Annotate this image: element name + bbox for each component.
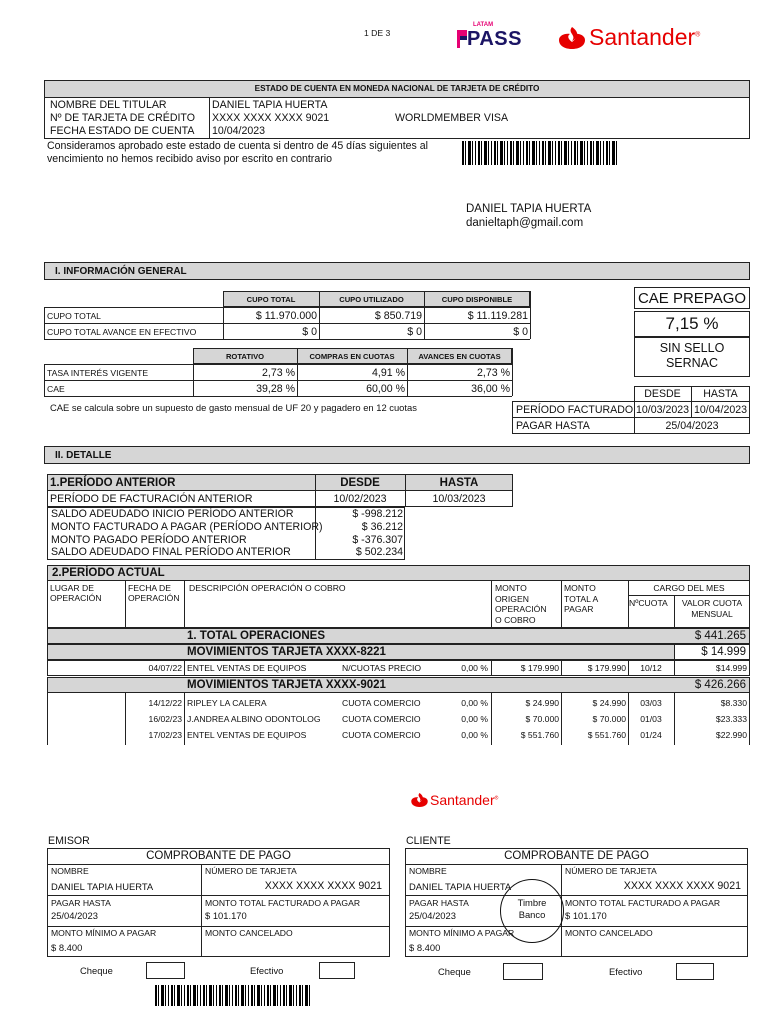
pagar-label: PAGAR HASTA <box>516 419 590 432</box>
movement-cuota: 01/03 <box>640 714 662 724</box>
movement-type: N/CUOTAS PRECIO <box>342 663 422 673</box>
fact-anterior-desde: 10/02/2023 <box>333 492 387 505</box>
col-descripcion: DESCRIPCIÓN OPERACIÓN O COBRO <box>189 583 346 593</box>
col-cargo-mes: CARGO DEL MES <box>653 583 725 593</box>
santander-flame-icon <box>410 792 429 808</box>
movement-rate: 0,00 % <box>461 730 488 740</box>
summary-value: $ 502.234 <box>355 546 403 559</box>
emisor-efectivo-box[interactable] <box>319 962 355 979</box>
cupo-header-disponible: CUPO DISPONIBLE <box>441 294 513 304</box>
rate-header-compras: COMPRAS EN CUOTAS <box>309 351 395 361</box>
periodo-desde: 10/03/2023 <box>635 403 690 416</box>
movement-valor: $14.999 <box>715 663 747 673</box>
cupo-row-label: CUPO TOTAL <box>47 310 101 321</box>
date-value: 10/04/2023 <box>212 125 266 137</box>
timbre-line1: Timbre <box>517 897 547 908</box>
movement-rate: 0,00 % <box>461 714 488 724</box>
cliente-minimo-label: MONTO MÍNIMO A PAGAR <box>409 928 515 938</box>
group-total: $ 426.266 <box>694 679 746 691</box>
emisor-tarjeta-label: NÚMERO DE TARJETA <box>205 866 297 876</box>
tasa-rotativo: 2,73 % <box>262 366 295 379</box>
movement-date: 16/02/23 <box>148 714 182 724</box>
col-monto-total: MONTO TOTAL A PAGAR <box>564 583 598 614</box>
anterior-title: 1.PERÍODO ANTERIOR <box>50 476 176 489</box>
movement-origen: $ 179.990 <box>520 663 559 673</box>
col-monto-origen: MONTO ORIGEN OPERACIÓN O COBRO <box>495 583 547 625</box>
cae-prepago-value: 7,15 % <box>665 314 719 333</box>
periodo-hasta: 10/04/2023 <box>693 403 748 416</box>
card-type: WORLDMEMBER VISA <box>395 112 509 124</box>
summary-value: $ -376.307 <box>352 533 403 546</box>
cae-avances: 36,00 % <box>471 382 510 395</box>
movement-date: 17/02/23 <box>148 730 182 740</box>
date-label: FECHA ESTADO DE CUENTA <box>50 125 195 137</box>
anterior-hasta-header: HASTA <box>439 476 479 489</box>
movement-cuota: 03/03 <box>640 698 662 708</box>
group-total: $ 14.999 <box>701 646 746 658</box>
movement-valor: $23.333 <box>715 714 747 724</box>
emisor-voucher-title: COMPROBANTE DE PAGO <box>146 850 291 862</box>
emisor-minimo-value: $ 8.400 <box>51 942 83 953</box>
movement-date: 14/12/22 <box>148 698 182 708</box>
group-title: MOVIMIENTOS TARJETA XXXX-8221 <box>187 646 386 658</box>
cupo-total-value: $ 11.970.000 <box>255 309 317 322</box>
emisor-label: EMISOR <box>48 835 90 847</box>
rate-header-rotativo: ROTATIVO <box>225 351 265 361</box>
movement-valor: $22.990 <box>715 730 747 740</box>
movement-type: CUOTA COMERCIO <box>342 698 421 708</box>
santander-logo-small: Santander® <box>410 790 510 812</box>
cliente-monto-value: $ 101.170 <box>565 910 607 921</box>
avance-row-label: CUPO TOTAL AVANCE EN EFECTIVO <box>47 326 197 337</box>
cae-prepago-label: CAE PREPAGO <box>637 289 747 307</box>
movement-total: $ 70.000 <box>592 714 626 724</box>
avance-total-value: $ 0 <box>302 325 317 338</box>
pagar-value: 25/04/2023 <box>635 418 749 433</box>
movement-desc: ENTEL VENTAS DE EQUIPOS <box>187 730 307 740</box>
cae-compras: 60,00 % <box>366 382 405 395</box>
movement-cuota: 10/12 <box>640 663 662 673</box>
holder-label: NOMBRE DEL TITULAR <box>50 99 167 111</box>
approval-note-line1: Consideramos aprobado este estado de cuenta si dentro de 45 días siguientes al <box>47 140 429 152</box>
fact-anterior-hasta: 10/03/2023 <box>432 492 486 505</box>
cliente-label: CLIENTE <box>406 835 451 847</box>
emisor-monto-value: $ 101.170 <box>205 910 247 921</box>
total-operaciones-value: $ 441.265 <box>694 630 746 642</box>
movement-origen: $ 70.000 <box>525 714 559 724</box>
col-lugar: LUGAR DE OPERACIÓN <box>50 583 102 603</box>
summary-label: MONTO PAGADO PERÍODO ANTERIOR <box>51 533 247 546</box>
addressee-name: DANIEL TAPIA HUERTA <box>466 203 592 215</box>
cliente-efectivo-label: Efectivo <box>609 966 643 977</box>
emisor-efectivo-label: Efectivo <box>250 965 284 976</box>
sello-line1: SIN SELLO <box>659 341 725 355</box>
movement-date: 04/07/22 <box>148 663 182 673</box>
movement-total: $ 24.990 <box>592 698 626 708</box>
movement-type: CUOTA COMERCIO <box>342 730 421 740</box>
cliente-nombre-value: DANIEL TAPIA HUERTA <box>409 881 512 892</box>
section-general-title: I. INFORMACIÓN GENERAL <box>44 262 750 280</box>
cupo-header-total: CUPO TOTAL <box>246 294 296 304</box>
group-header <box>47 644 750 660</box>
cliente-nombre-label: NOMBRE <box>409 866 447 876</box>
cae-note: CAE se calcula sobre un supuesto de gasto mensual de UF 20 y pagadero en 12 cuotas <box>50 402 417 413</box>
periodo-label: PERÍODO FACTURADO <box>516 403 634 416</box>
summary-label: SALDO ADEUDADO FINAL PERÍODO ANTERIOR <box>51 546 291 559</box>
emisor-minimo-label: MONTO MÍNIMO A PAGAR <box>51 928 157 938</box>
period-desde-header: DESDE <box>644 388 681 400</box>
movement-origen: $ 24.990 <box>525 698 559 708</box>
barcode-icon <box>462 141 617 165</box>
approval-note-line2: vencimiento no hemos recibido aviso por escrito en contrario <box>47 153 332 165</box>
col-fecha: FECHA DE OPERACIÓN <box>128 583 180 603</box>
emisor-nombre-label: NOMBRE <box>51 866 89 876</box>
summary-value: $ -998.212 <box>352 508 403 520</box>
cliente-tarjeta-label: NÚMERO DE TARJETA <box>565 866 657 876</box>
cliente-cancelado-label: MONTO CANCELADO <box>565 928 653 938</box>
total-operaciones-label: 1. TOTAL OPERACIONES <box>187 630 326 642</box>
barcode-icon <box>155 985 310 1006</box>
emisor-nombre-value: DANIEL TAPIA HUERTA <box>51 881 154 892</box>
emisor-cheque-box[interactable] <box>146 962 185 979</box>
emisor-tarjeta-value: XXXX XXXX XXXX 9021 <box>264 880 382 892</box>
tasa-row-label: TASA INTERÉS VIGENTE <box>47 367 149 378</box>
statement-title: ESTADO DE CUENTA EN MONEDA NACIONAL DE TARJETA DE CRÉDITO <box>44 80 750 98</box>
cliente-pagar-label: PAGAR HASTA <box>409 898 469 908</box>
avance-utilizado-value: $ 0 <box>407 325 422 338</box>
cliente-monto-label: MONTO TOTAL FACTURADO A PAGAR <box>565 898 721 908</box>
emisor-cheque-label: Cheque <box>80 965 113 976</box>
cupo-utilizado-value: $ 850.719 <box>374 309 422 322</box>
cliente-tarjeta-value: XXXX XXXX XXXX 9021 <box>623 880 741 892</box>
sello-line2: SERNAC <box>665 356 719 370</box>
addressee-email: danieltaph@gmail.com <box>466 217 584 229</box>
col-valor-cuota: VALOR CUOTA MENSUAL <box>681 598 743 619</box>
actual-title: 2.PERÍODO ACTUAL <box>52 567 165 579</box>
avance-disponible-value: $ 0 <box>513 325 528 338</box>
holder-value: DANIEL TAPIA HUERTA <box>212 99 328 111</box>
cliente-pagar-value: 25/04/2023 <box>409 910 456 921</box>
cupo-disponible-value: $ 11.119.281 <box>467 309 528 322</box>
santander-flame-icon <box>557 26 587 50</box>
cae-row-label: CAE <box>47 383 65 394</box>
cliente-voucher-title: COMPROBANTE DE PAGO <box>504 850 649 862</box>
movement-desc: ENTEL VENTAS DE EQUIPOS <box>187 663 307 673</box>
movement-desc: J.ANDREA ALBINO ODONTOLOG <box>187 714 321 724</box>
emisor-cancelado-label: MONTO CANCELADO <box>205 928 293 938</box>
movement-rate: 0,00 % <box>461 663 488 673</box>
cupo-header-utilizado: CUPO UTILIZADO <box>339 294 404 304</box>
movement-valor: $8.330 <box>720 698 747 708</box>
period-hasta-header: HASTA <box>703 388 738 400</box>
summary-label: SALDO ADEUDADO INICIO PERÍODO ANTERIOR <box>51 508 294 520</box>
summary-label: MONTO FACTURADO A PAGAR (PERÍODO ANTERIOR) <box>51 520 323 533</box>
summary-value: $ 36.212 <box>361 520 403 533</box>
timbre-line2: Banco <box>518 909 546 920</box>
cae-rotativo: 39,28 % <box>256 382 295 395</box>
movement-origen: $ 551.760 <box>520 730 559 740</box>
emisor-pagar-value: 25/04/2023 <box>51 910 98 921</box>
card-value: XXXX XXXX XXXX 9021 <box>212 112 330 124</box>
section-detalle-title: II. DETALLE <box>44 446 750 464</box>
movement-rate: 0,00 % <box>461 698 488 708</box>
santander-logo: Santander® <box>557 24 717 54</box>
page-number: 1 DE 3 <box>364 28 391 38</box>
card-label: Nº DE TARJETA DE CRÉDITO <box>50 112 195 124</box>
movement-total: $ 551.760 <box>587 730 626 740</box>
movement-cuota: 01/24 <box>640 730 662 740</box>
cliente-cheque-box[interactable] <box>503 963 543 980</box>
cliente-efectivo-box[interactable] <box>676 963 714 980</box>
col-ncuota: NºCUOTA <box>629 598 668 608</box>
movement-type: CUOTA COMERCIO <box>342 714 421 724</box>
fact-anterior-label: PERÍODO DE FACTURACIÓN ANTERIOR <box>50 492 253 505</box>
movement-desc: RIPLEY LA CALERA <box>187 698 267 708</box>
tasa-compras: 4,91 % <box>372 366 405 379</box>
latam-pass-logo: LATAM PASS <box>455 22 533 54</box>
rate-header-avances: AVANCES EN CUOTAS <box>418 351 501 361</box>
cliente-minimo-value: $ 8.400 <box>409 942 441 953</box>
anterior-desde-header: DESDE <box>340 476 380 489</box>
movement-total: $ 179.990 <box>587 663 626 673</box>
tasa-avances: 2,73 % <box>477 366 510 379</box>
emisor-monto-label: MONTO TOTAL FACTURADO A PAGAR <box>205 898 361 908</box>
emisor-pagar-label: PAGAR HASTA <box>51 898 111 908</box>
cliente-cheque-label: Cheque <box>438 966 471 977</box>
group-title: MOVIMIENTOS TARJETA XXXX-9021 <box>187 679 386 691</box>
